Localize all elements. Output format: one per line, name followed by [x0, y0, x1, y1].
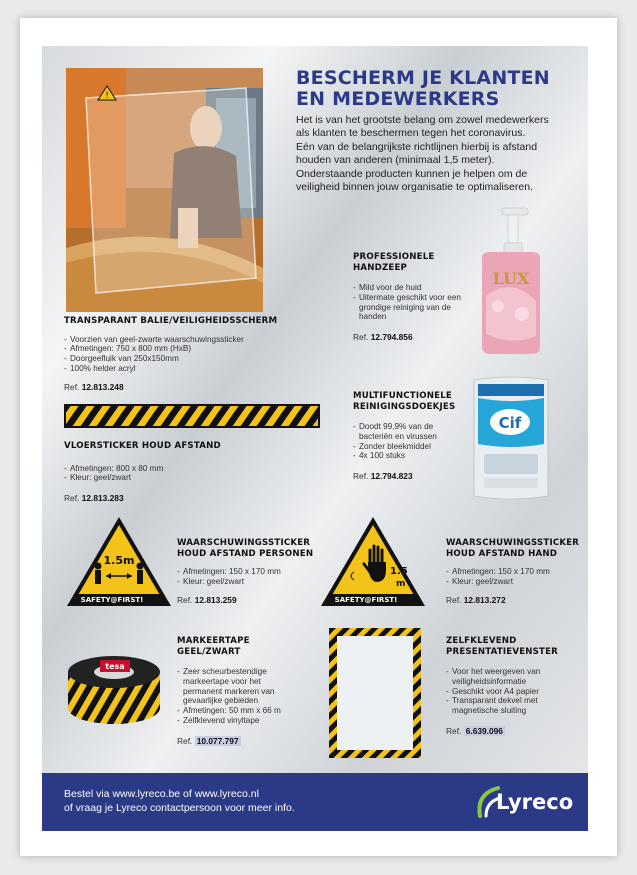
title-line: REINIGINGSDOEKJES	[353, 401, 456, 412]
title-line: HOUD AFSTAND HAND	[446, 548, 558, 559]
product-title: TRANSPARANT BALIE/VEILIGHEIDSSCHERM	[64, 316, 278, 326]
svg-text:!: !	[105, 91, 109, 101]
intro-paragraph	[296, 114, 586, 194]
ref-label: Ref.	[353, 332, 369, 343]
wipes-brand-label: Cif	[498, 414, 522, 432]
product-sign-hand	[446, 538, 586, 605]
ref-number: 12.813.283	[81, 493, 124, 504]
title-line: WAARSCHUWINGSSTICKER	[177, 538, 311, 548]
product-title	[353, 391, 465, 412]
ref-label: Ref.	[446, 594, 462, 605]
sign-banner-text: SAFETY@FIRST!	[80, 596, 144, 604]
product-floor-sticker	[64, 441, 284, 503]
soap-brand-label: LUX	[492, 269, 530, 288]
bullet-item: - Voor het weergeven van veiligheidsinformatie	[446, 667, 556, 687]
ref-number: 12.813.248	[81, 381, 124, 392]
intro-line: veiligheid binnen jouw organisatie te optimaliseren.	[296, 181, 533, 194]
product-bullets	[177, 567, 317, 587]
product-bullets	[177, 667, 287, 726]
product-ref	[64, 382, 284, 392]
warning-sign-hand-image	[318, 514, 428, 610]
product-ref	[353, 332, 465, 342]
bullet-item: - Transparant dekvel met magnetische sluiting	[446, 696, 556, 716]
sign-banner-text: SAFETY@FIRST!	[334, 596, 398, 604]
headline-line-1: BESCHERM JE KLANTEN	[296, 67, 550, 89]
sign-distance-label: 1.5	[390, 566, 408, 577]
product-ref	[177, 736, 307, 746]
bullet-item: - Zonder bleekmiddel	[353, 442, 465, 452]
ref-label: Ref.	[64, 493, 80, 504]
title-line: MARKEERTAPE	[177, 636, 250, 646]
title-line: HOUD AFSTAND PERSONEN	[177, 548, 314, 559]
product-ref	[177, 595, 317, 605]
bullet-item: - Doodt 99,9% van de bacteriën en virussen	[353, 422, 465, 442]
soap-bottle-image	[472, 206, 550, 356]
product-tape	[177, 636, 307, 746]
title-line: ZELFKLEVEND	[446, 636, 517, 646]
title-line: PROFESSIONELE	[353, 252, 435, 262]
marking-tape-image	[64, 652, 164, 728]
intro-line: Het is van het grootste belang om zowel medewerkers	[296, 114, 549, 126]
title-line: WAARSCHUWINGSSTICKER	[446, 538, 580, 548]
bullet-item: - Uitermate geschikt voor een grondige reiniging van de handen	[353, 293, 465, 322]
bullet-item: - Kleur: geel/zwart	[64, 473, 284, 483]
product-title: VLOERSTICKER HOUD AFSTAND	[64, 441, 221, 451]
bullet-item: - Afmetingen: 150 x 170 mm	[177, 567, 317, 577]
ref-number: 10.077.797	[196, 735, 239, 746]
product-soap	[353, 252, 465, 342]
product-bullets	[64, 335, 284, 374]
product-title	[177, 538, 317, 559]
warning-sign-persons-image	[64, 514, 174, 610]
bullet-item: - Kleur: geel/zwart	[446, 577, 586, 587]
page-headline	[296, 68, 576, 110]
product-ref	[446, 726, 586, 736]
intro-line: als klanten te beschermen tegen het coronavirus.	[296, 127, 526, 140]
lyreco-logo-text: Lyreco	[496, 790, 574, 814]
product-screen	[64, 316, 284, 392]
title-line: HANDZEEP	[353, 262, 408, 273]
presentation-frame-image	[329, 628, 421, 758]
wipes-pack-image	[470, 374, 552, 502]
ref-number: 12.813.272	[463, 594, 506, 605]
bullet-item: - Afmetingen: 800 x 80 mm	[64, 464, 284, 474]
intro-line: houden van anderen (minimaal 1,5 meter).	[296, 154, 495, 167]
floor-sticker-image	[64, 404, 320, 428]
footer-contact-line: of vraag je Lyreco contactpersoon voor meer info.	[64, 802, 295, 814]
bullet-item: - 4x 100 stuks	[353, 451, 465, 461]
product-sign-persons	[177, 538, 317, 605]
ref-label: Ref.	[446, 725, 462, 736]
ref-label: Ref.	[64, 381, 80, 392]
ref-number: 12.813.259	[194, 594, 237, 605]
product-ref	[64, 493, 284, 503]
intro-line: Eén van de belangrijkste richtlijnen hierbij is afstand	[296, 140, 538, 153]
product-bullets	[353, 422, 465, 461]
product-bullets	[446, 567, 586, 587]
bullet-item: - Mild voor de huid	[353, 283, 465, 293]
sign-unit-label: m	[396, 579, 406, 589]
bullet-item: - Afmetingen: 150 x 170 mm	[446, 567, 586, 577]
product-bullets	[353, 283, 465, 322]
ref-label: Ref.	[177, 735, 193, 746]
ref-label: Ref.	[353, 471, 369, 482]
bullet-item: - Geschikt voor A4 papier	[446, 687, 556, 697]
product-title	[353, 252, 465, 273]
flyer-content	[42, 46, 588, 773]
product-ref	[446, 595, 586, 605]
product-wipes	[353, 391, 465, 481]
product-frame	[446, 636, 586, 736]
bullet-item: - Zelfklevend vinyltape	[177, 716, 287, 726]
ref-number: 12.794.856	[370, 332, 413, 343]
headline-line-2: EN MEDEWERKERS	[296, 88, 500, 110]
title-line: GEEL/ZWART	[177, 646, 241, 657]
bullet-item: - Afmetingen: 750 x 800 mm (HxB)	[64, 344, 284, 354]
ref-number: 12.794.823	[370, 471, 413, 482]
bullet-item: - Afmetingen: 50 mm x 66 m	[177, 706, 287, 716]
footer-bar	[42, 773, 588, 831]
bullet-item: - 100% helder acryl	[64, 364, 284, 374]
bullet-item: - Voorzien van geel-zwarte waarschuwingssticker	[64, 335, 284, 345]
product-title	[446, 636, 586, 657]
ref-number: 6.639.096	[465, 725, 503, 736]
sign-distance-label: 1.5m	[103, 554, 135, 567]
bullet-item: - Doorgeefluik van 250x150mm	[64, 354, 284, 364]
product-ref	[353, 471, 465, 481]
title-line: MULTIFUNCTIONELE	[353, 391, 452, 401]
bullet-item: - Zeer scheurbestendige markeertape voor het permanent markeren van gevaarlijke gebieden	[177, 667, 287, 706]
product-title	[446, 538, 586, 559]
tape-brand-label: tesa	[105, 662, 125, 671]
ref-label: Ref.	[177, 594, 193, 605]
product-bullets	[446, 667, 556, 716]
title-line: PRESENTATIEVENSTER	[446, 646, 558, 657]
product-title	[177, 636, 307, 657]
lyreco-logo	[474, 782, 574, 822]
counter-screen-photo	[66, 68, 263, 312]
footer-text	[64, 787, 295, 815]
bullet-item: - Kleur: geel/zwart	[177, 577, 317, 587]
product-bullets	[64, 464, 284, 484]
footer-order-link-line[interactable]: Bestel via www.lyreco.be of www.lyreco.nl	[64, 788, 259, 800]
intro-line: Onderstaande producten kunnen je helpen om de	[296, 167, 528, 180]
